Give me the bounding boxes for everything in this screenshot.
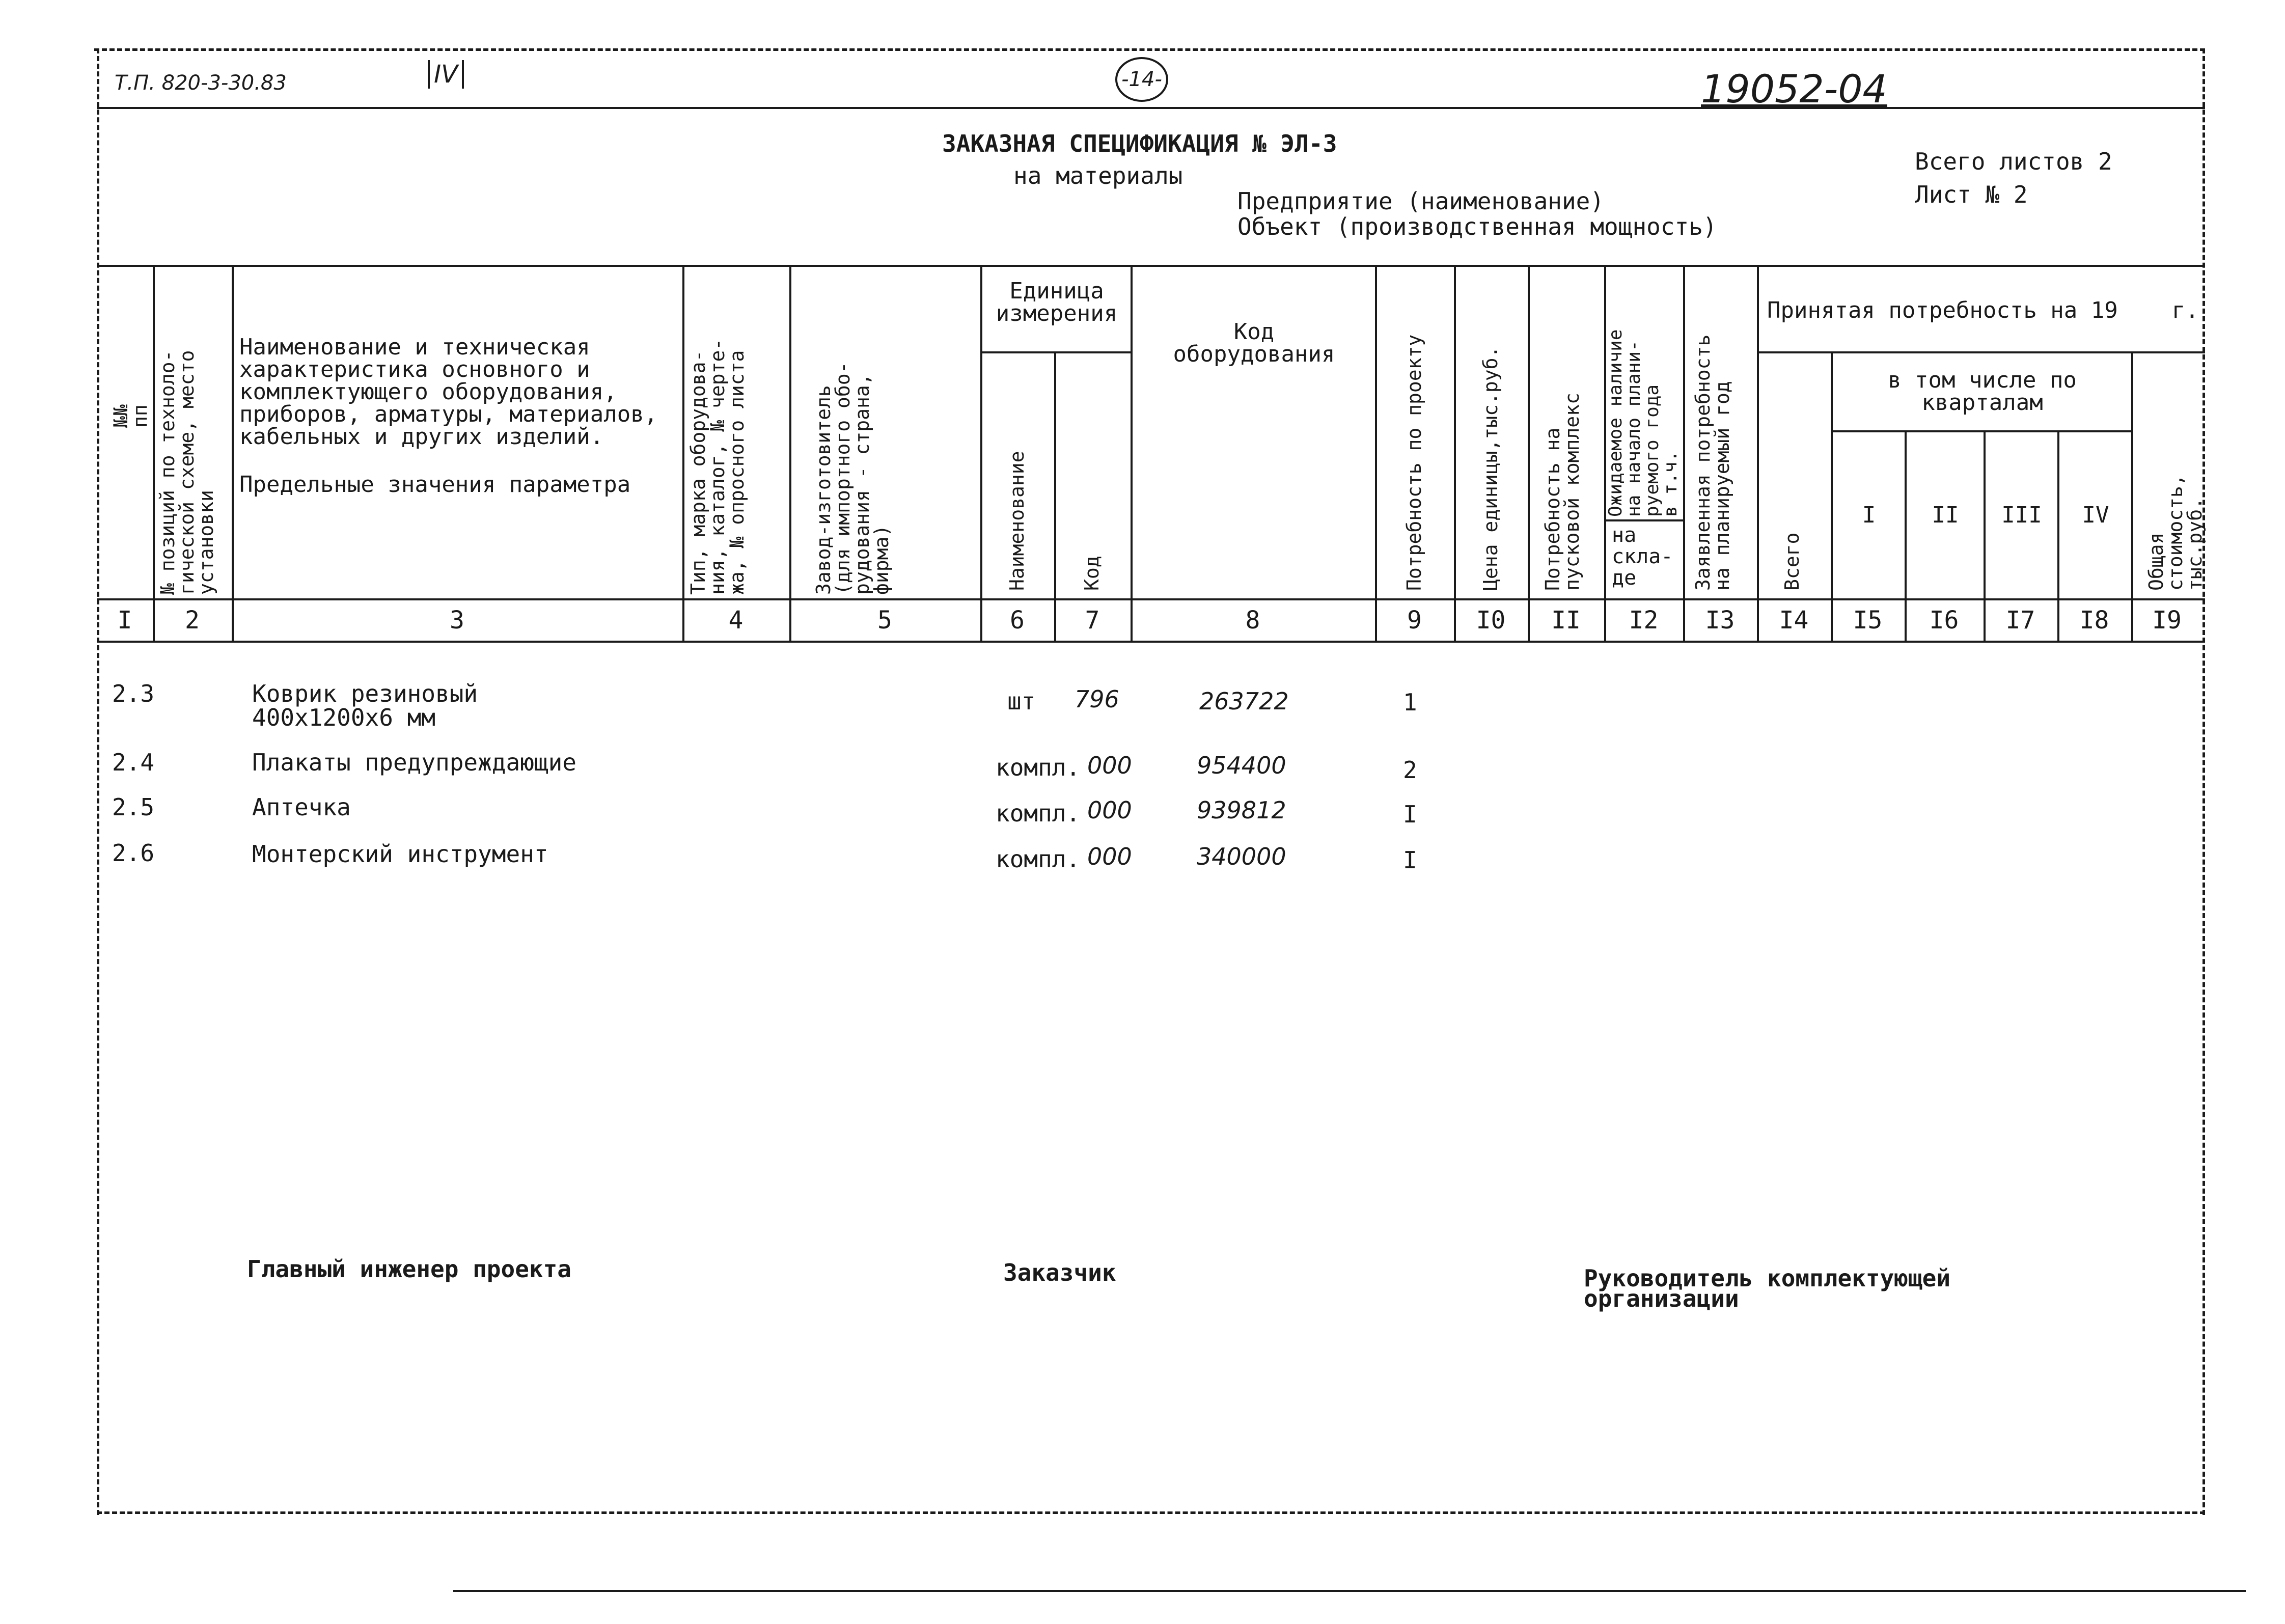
col-number: 5	[877, 606, 892, 635]
col-7-header: Код	[1081, 556, 1103, 591]
page-mark: -14-	[1115, 57, 1168, 102]
object-label: Объект (производственная мощность)	[1237, 213, 1717, 240]
sheet-number: Лист № 2	[1915, 181, 2028, 208]
doc-code: Т.П. 820-3-30.83	[115, 71, 287, 95]
col-4-header: Тип, марка оборудова- ния, каталог, № черте- жа, № опросного листа	[687, 338, 748, 595]
col-number: I	[117, 606, 132, 635]
col-17-header: III	[2001, 502, 2042, 528]
col-number: 7	[1085, 606, 1100, 635]
row-number: 2.6	[112, 839, 155, 867]
col-number: 6	[1010, 606, 1025, 635]
col-number: I6	[1929, 606, 1959, 635]
col-number: 4	[728, 606, 744, 635]
col-13-header: Заявленная потребность на планируемый год	[1692, 334, 1733, 591]
equipment-code: 340000	[1197, 843, 1286, 870]
col-9-header: Потребность по проекту	[1403, 334, 1425, 591]
row-number: 2.4	[112, 749, 155, 776]
col-5-header: Завод-изготовитель (для импортного обо- рудования - страна, фирма)	[812, 362, 893, 595]
col-number: I5	[1853, 606, 1883, 635]
col-3-header: Наименование и техническая характеристика основного и комплектующего оборудования, приборов, арматуры, материалов, кабельных и других изделий.	[239, 334, 658, 450]
project-quantity: I	[1403, 846, 1417, 874]
album-mark: IV	[428, 60, 464, 89]
title-line2: на материалы	[1013, 162, 1183, 189]
col-number: 9	[1407, 606, 1422, 635]
supplier-head-signature: Руководитель комплектующей организации	[1584, 1264, 1951, 1312]
col-18-header: IV	[2082, 502, 2109, 528]
col-1-header: №№ пп	[109, 404, 151, 428]
item-name: Плакаты предупреждающие	[252, 749, 576, 776]
col-number: I4	[1779, 606, 1809, 635]
col-11-header: Потребность на пусковой комплекс	[1541, 393, 1583, 591]
unit-code: 000	[1087, 796, 1132, 824]
col-number: I2	[1629, 606, 1659, 635]
col-6-header: Наименование	[1006, 451, 1028, 591]
project-quantity: 1	[1403, 689, 1417, 716]
unit-group-header: Единица измерения	[996, 278, 1118, 326]
item-name: Аптечка	[252, 793, 351, 821]
unit-name: шт	[1007, 687, 1036, 715]
sheet-code: 19052-04	[1701, 66, 1887, 112]
row-number: 2.5	[112, 793, 155, 821]
equipment-code: 263722	[1199, 687, 1289, 715]
col-3-subheader: Предельные значения параметра	[239, 472, 631, 498]
col-2-header: № позиций по техноло- гической схеме, место установки	[156, 350, 217, 595]
item-name-detail: 400x1200x6 мм	[252, 704, 436, 731]
quarters-group-header: в том числе по кварталам	[1888, 367, 2077, 416]
project-quantity: I	[1403, 801, 1417, 828]
chief-engineer-signature: Главный инженер проекта	[247, 1255, 571, 1283]
item-name: Монтерский инструмент	[252, 840, 548, 868]
col-10-header: Цена единицы,тыс.руб.	[1479, 346, 1502, 591]
unit-code: 000	[1087, 843, 1132, 870]
col-number: I3	[1705, 606, 1735, 635]
equipment-code: 954400	[1197, 752, 1286, 779]
col-number: 2	[185, 606, 200, 635]
col-number: 8	[1245, 606, 1260, 635]
col-14-header: Всего	[1781, 532, 1803, 591]
col-number: 3	[450, 606, 464, 635]
accepted-need-header: Принятая потребность на 19 г.	[1767, 297, 2199, 323]
unit-name: компл.	[996, 845, 1081, 873]
unit-name: компл.	[996, 800, 1081, 827]
col-8-header: Код оборудования	[1173, 319, 1335, 367]
project-quantity: 2	[1403, 756, 1417, 784]
col-number: I0	[1476, 606, 1506, 635]
col-12-header: Ожидаемое наличие на начало плани- руемого года в т.ч.	[1605, 329, 1681, 517]
col-15-header: I	[1862, 502, 1876, 528]
total-sheets: Всего листов 2	[1915, 148, 2112, 175]
unit-code: 000	[1087, 752, 1132, 779]
equipment-code: 939812	[1197, 796, 1286, 824]
col-12-subheader: на скла- де	[1612, 524, 1673, 590]
col-16-header: II	[1932, 502, 1959, 528]
item-name: Коврик резиновый	[252, 680, 478, 707]
col-number: I7	[2005, 606, 2035, 635]
col-number: II	[1551, 606, 1581, 635]
col-number: I8	[2079, 606, 2109, 635]
customer-signature: Заказчик	[1003, 1259, 1116, 1286]
col-19-header: Общая стоимость, тыс.руб.	[2145, 474, 2206, 591]
row-number: 2.3	[112, 680, 155, 707]
col-number: I9	[2152, 606, 2182, 635]
unit-name: компл.	[996, 754, 1081, 781]
title-line1: ЗАКАЗНАЯ СПЕЦИФИКАЦИЯ № ЭЛ-3	[942, 130, 1337, 157]
enterprise-label: Предприятие (наименование)	[1237, 187, 1605, 215]
unit-code: 796	[1075, 685, 1119, 713]
